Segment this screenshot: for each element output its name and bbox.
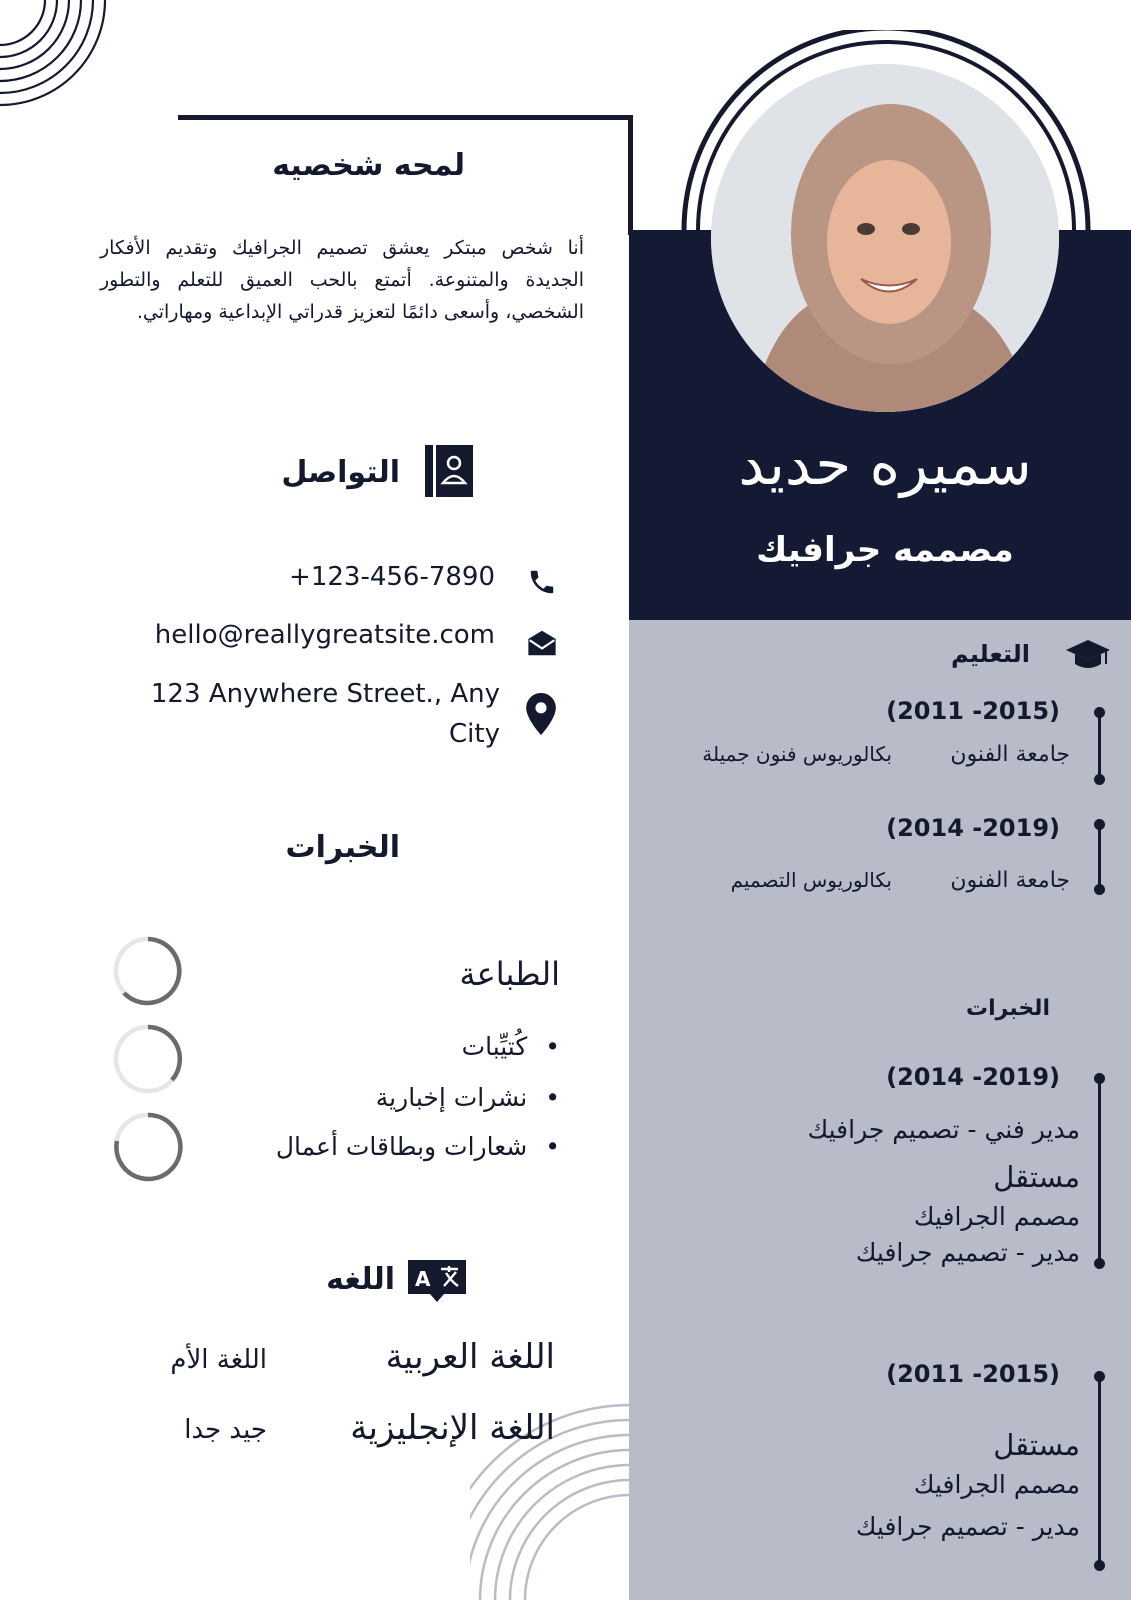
contact-card-icon <box>425 445 473 497</box>
skill-category: الطباعة <box>459 955 560 993</box>
street-address: 123 Anywhere Street., Any City <box>150 679 500 749</box>
experience-role: مصمم الجرافيك <box>913 1202 1080 1231</box>
timeline-dot <box>1094 819 1105 830</box>
language-level: جيد جدا <box>184 1415 267 1445</box>
experience-role: مصمم الجرافيك <box>913 1470 1080 1499</box>
timeline-dot <box>1094 1258 1105 1269</box>
experience-years: (2011 -2015) <box>886 1360 1060 1388</box>
education-degree: بكالوريوس فنون جميلة <box>702 742 892 766</box>
education-title: التعليم <box>951 640 1030 668</box>
experience-type: مستقل <box>993 1160 1080 1194</box>
skill-item: • كُتيِّبات <box>140 1032 560 1061</box>
education-years: (2014 -2019) <box>886 814 1060 842</box>
contact-title: التواصل <box>281 455 400 490</box>
profile-frame-top <box>178 115 633 120</box>
profile-photo <box>711 64 1059 412</box>
timeline-dot <box>1094 884 1105 895</box>
job-title: مصممه جرافيك <box>756 530 1014 570</box>
timeline-dot <box>1094 1560 1105 1571</box>
education-school: جامعة الفنون <box>950 868 1070 893</box>
location-pin-icon <box>526 693 556 735</box>
experience-title: الخبرات <box>966 996 1050 1021</box>
timeline-dot <box>1094 1371 1105 1382</box>
experience-years: (2014 -2019) <box>886 1063 1060 1091</box>
experience-role: مدير - تصميم جرافيك <box>855 1512 1080 1541</box>
skill-item: • شعارات وبطاقات أعمال <box>140 1132 560 1161</box>
skills-title: الخبرات <box>285 830 400 865</box>
phone-number: +123-456-7890 <box>289 562 495 592</box>
graduation-cap-icon <box>1066 638 1110 672</box>
timeline-dot <box>1094 1073 1105 1084</box>
languages-title: اللغه <box>326 1262 395 1297</box>
timeline-line <box>1098 1376 1101 1566</box>
timeline-dot <box>1094 774 1105 785</box>
person-name: سميره حديد <box>738 430 1032 498</box>
email-address: hello@reallygreatsite.com <box>154 620 495 650</box>
language-level: اللغة الأم <box>170 1345 267 1375</box>
timeline-dot <box>1094 707 1105 718</box>
profile-text: أنا شخص مبتكر يعشق تصميم الجرافيك وتقديم الأفكار الجديدة والمتنوعة. أتمتع بالحب العميق للتعلم والتطور الشخصي، وأسعى دائمًا لتعزيز قدراتي الإبداعية ومهاراتي. <box>100 237 584 323</box>
education-years: (2011 -2015) <box>886 697 1060 725</box>
timeline-line <box>1098 1078 1101 1264</box>
education-degree: بكالوريوس التصميم <box>730 868 892 892</box>
experience-role: مدير - تصميم جرافيك <box>855 1238 1080 1267</box>
envelope-icon <box>525 628 559 658</box>
timeline-line <box>1098 824 1101 890</box>
profile-frame-side <box>628 115 633 235</box>
timeline-line <box>1098 712 1101 780</box>
language-name: اللغة الإنجليزية <box>350 1408 555 1448</box>
skill-item: • نشرات إخبارية <box>140 1083 560 1112</box>
decorative-arcs-top-left <box>0 0 120 120</box>
language-name: اللغة العربية <box>385 1337 555 1377</box>
skill-level-rings <box>112 935 188 1185</box>
experience-role: مدير فني - تصميم جرافيك <box>807 1115 1080 1144</box>
svg-text:A: A <box>415 1267 431 1291</box>
education-school: جامعة الفنون <box>950 742 1070 767</box>
experience-type: مستقل <box>993 1428 1080 1462</box>
phone-icon <box>527 565 557 599</box>
language-translate-icon <box>408 1260 466 1304</box>
profile-title: لمحه شخصيه <box>272 148 465 183</box>
